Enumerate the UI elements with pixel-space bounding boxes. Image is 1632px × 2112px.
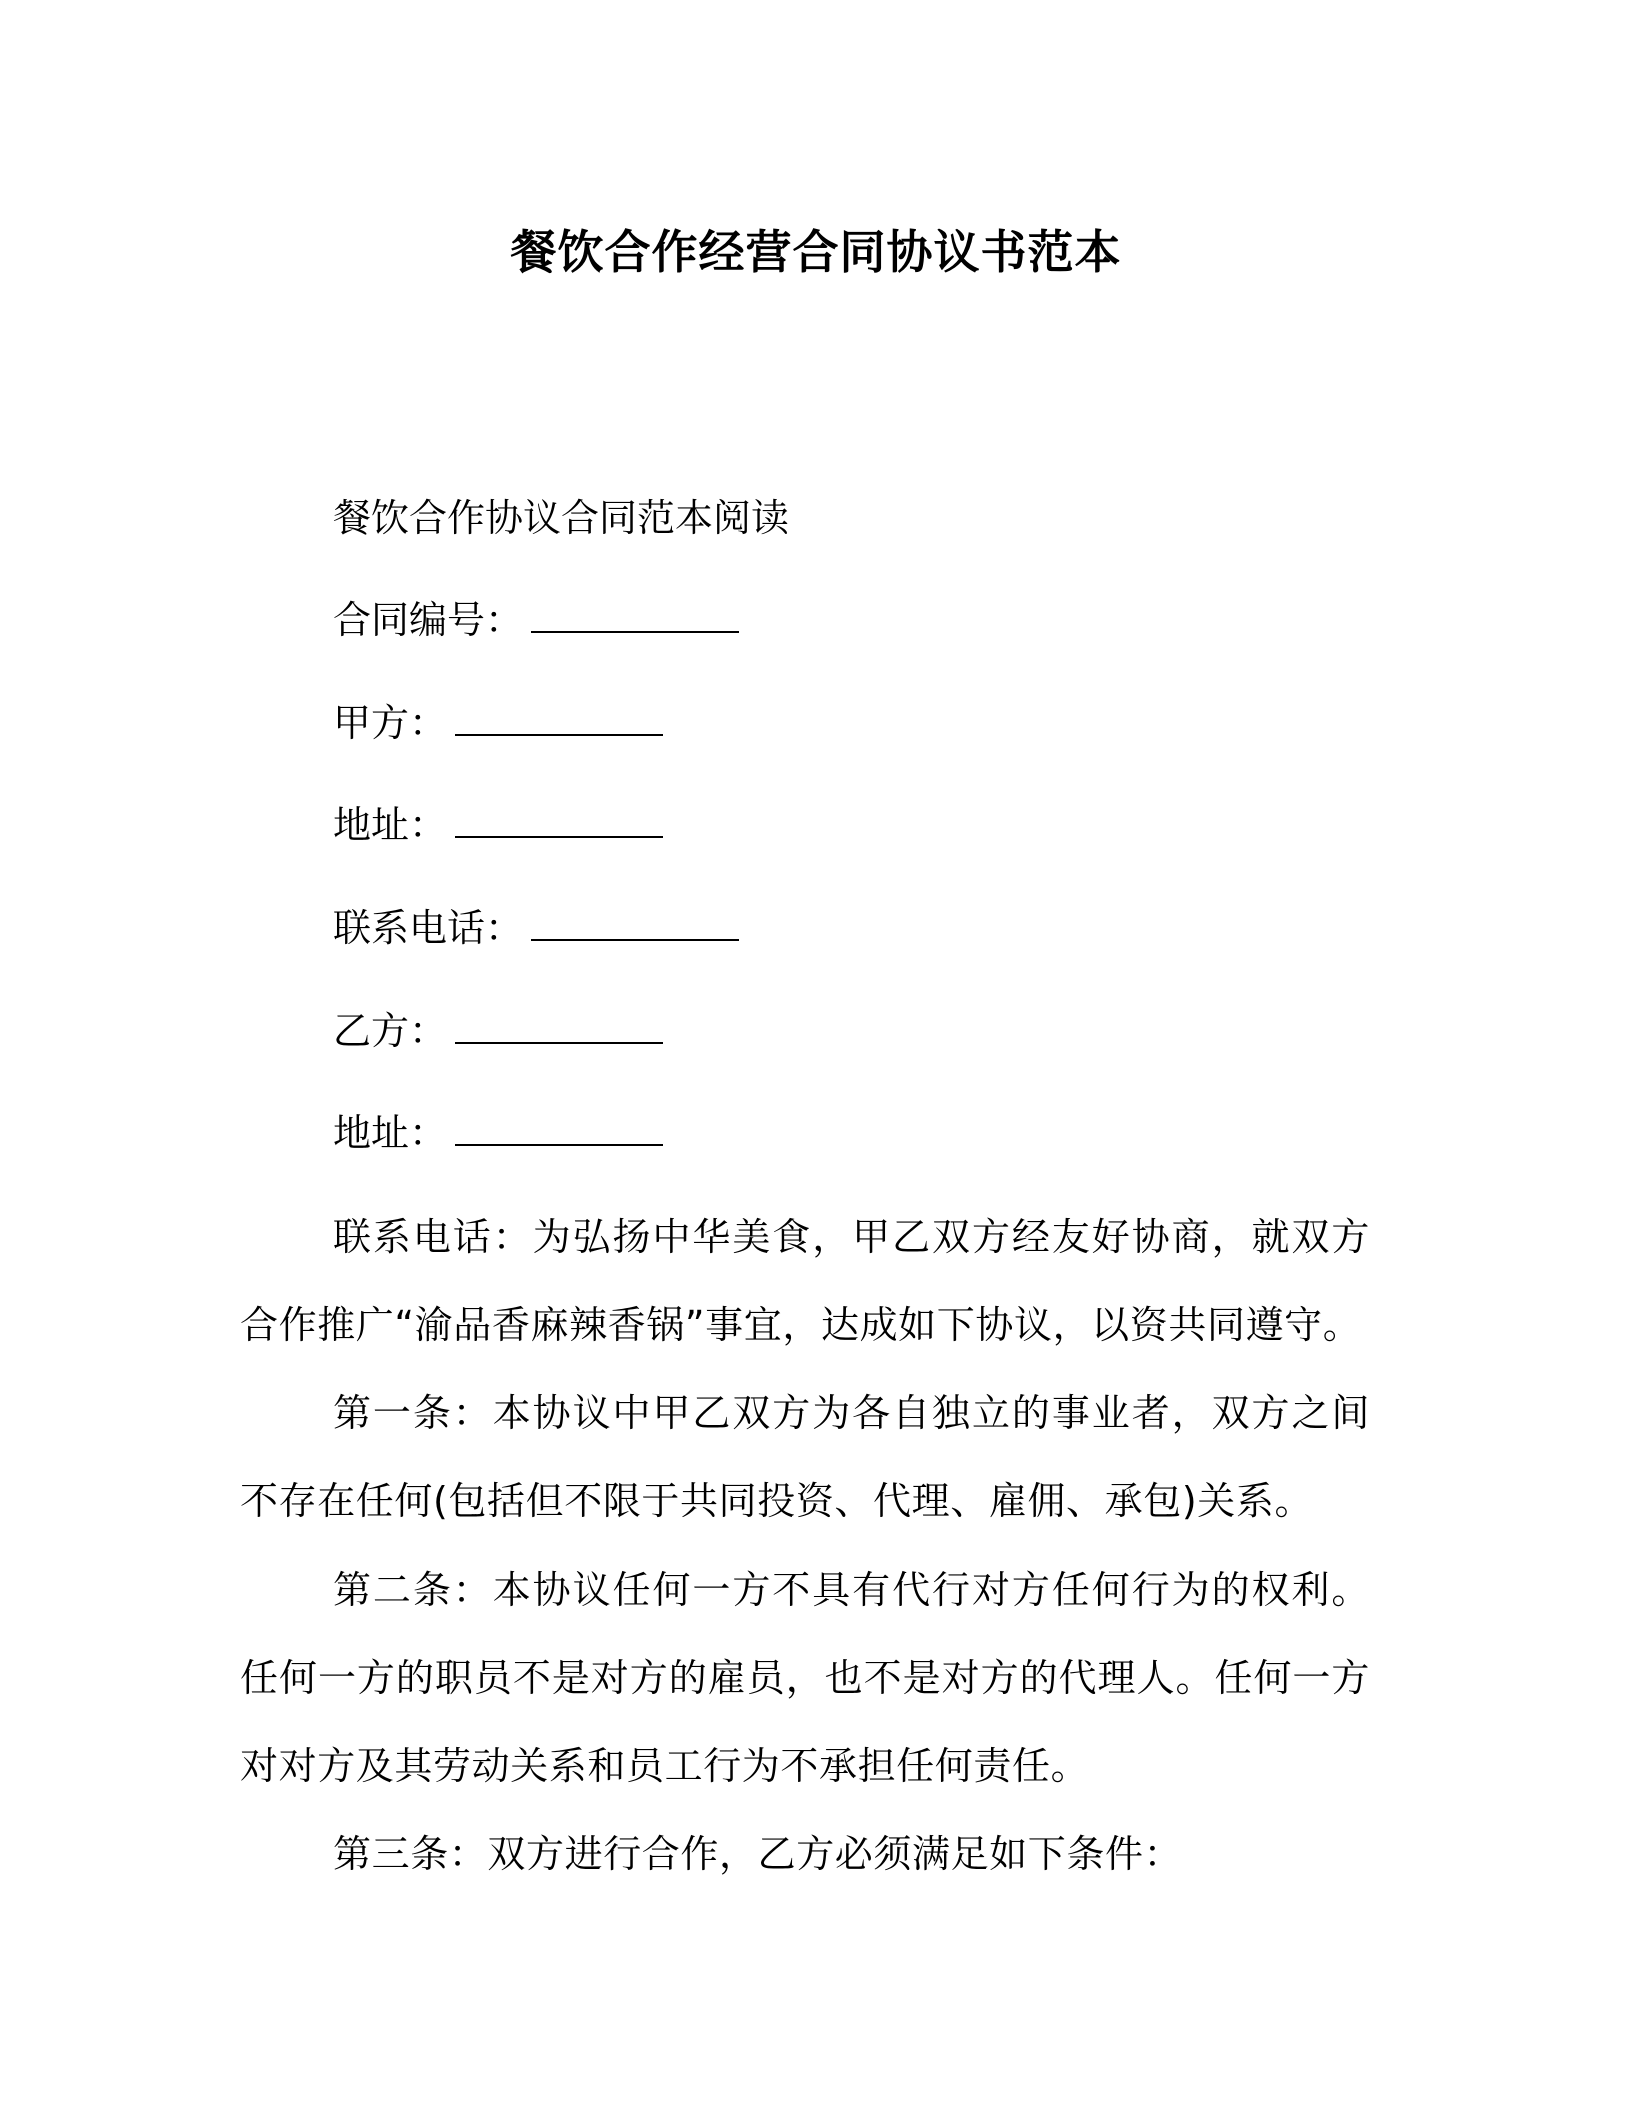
paragraph-article-1: 第一条：本协议中甲乙双方为各自独立的事业者，双方之间不存在任何(包括但不限于共同投资、代理、雇佣、承包)关系。 [240, 1391, 1370, 1523]
fill-in-blank [531, 599, 739, 633]
paragraph-preamble: 联系电话：为弘扬中华美食，甲乙双方经友好协商，就双方合作推广“渝品香麻辣香锅”事宜，达成如下协议，以资共同遵守。 [240, 1215, 1370, 1347]
fill-in-blank [455, 804, 663, 838]
fill-in-blank [455, 1010, 663, 1044]
field-label: 联系电话： [333, 906, 524, 950]
field-party-a-phone [333, 903, 739, 953]
fill-in-blank [455, 702, 663, 736]
field-party-b [333, 1006, 663, 1056]
field-label: 地址： [333, 1111, 448, 1155]
fill-in-blank [455, 1112, 663, 1146]
field-label: 甲方： [333, 701, 448, 745]
document-subtitle: 餐饮合作协议合同范本阅读 [333, 496, 790, 540]
field-party-a [333, 698, 663, 748]
fill-in-blank [531, 907, 739, 941]
field-label: 乙方： [333, 1009, 448, 1053]
field-label: 合同编号： [333, 598, 524, 642]
field-contract-number [333, 595, 739, 645]
paragraph-article-3: 第三条：双方进行合作，乙方必须满足如下条件： [333, 1832, 1183, 1876]
document-title: 餐饮合作经营合同协议书范本 [510, 225, 1122, 279]
field-party-b-address [333, 1108, 663, 1158]
paragraph-article-2: 第二条：本协议任何一方不具有代行对方任何行为的权利。任何一方的职员不是对方的雇员，也不是对方的代理人。任何一方对对方及其劳动关系和员工行为不承担任何责任。 [240, 1568, 1370, 1788]
field-label: 地址： [333, 803, 448, 847]
field-party-a-address [333, 800, 663, 850]
